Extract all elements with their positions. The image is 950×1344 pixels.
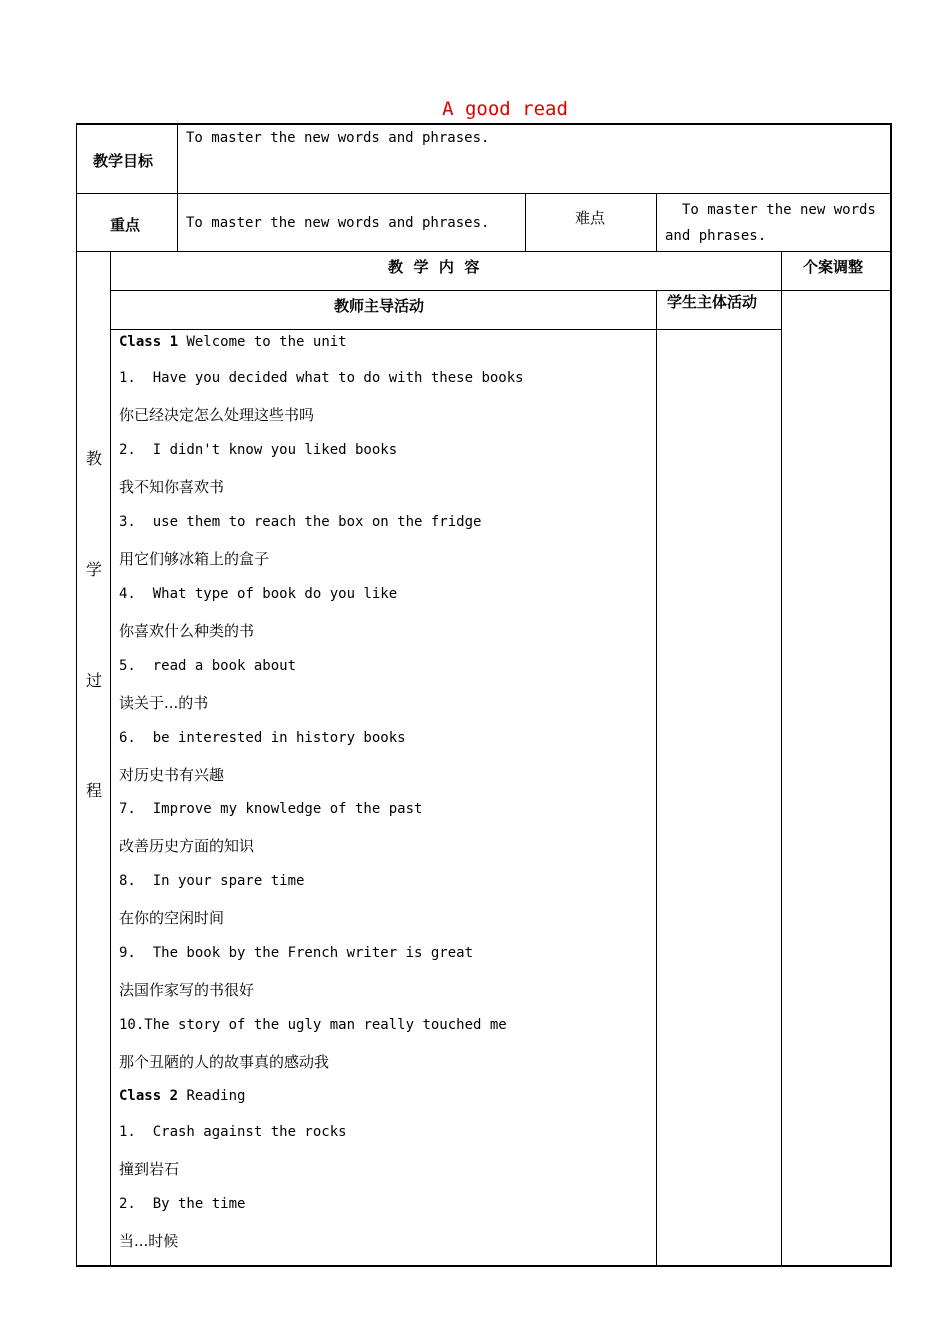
class2-item-1-en: 1. Crash against the rocks [119,1124,347,1140]
difficult-points-text-1: To master the new words [682,202,876,218]
class1-heading: Class 1 Welcome to the unit [119,334,347,350]
adjust-header: 个案调整 [803,258,864,276]
process-vertical-label-1: 教 [86,449,103,468]
class1-item-6-zh: 对历史书有兴趣 [119,766,225,784]
class1-item-3-en: 3. use them to reach the box on the fridge [119,514,482,530]
class1-item-2-zh: 我不知你喜欢书 [119,478,225,496]
objectives-text: To master the new words and phrases. [186,130,490,146]
class1-item-10-zh: 那个丑陋的人的故事真的感动我 [119,1053,330,1071]
class1-item-2-en: 2. I didn't know you liked books [119,442,398,458]
class1-item-1-en: 1. Have you decided what to do with these books [119,370,524,386]
page-title: A good read [442,98,568,120]
class1-item-3-zh: 用它们够冰箱上的盒子 [119,550,270,568]
class1-item-1-zh: 你已经决定怎么处理这些书吗 [119,406,315,424]
key-points-label: 重点 [110,216,141,234]
key-points-text: To master the new words and phrases. [186,215,490,231]
process-vertical-label-4: 程 [86,781,103,800]
class1-item-7-zh: 改善历史方面的知识 [119,837,255,855]
difficult-points-text-2: and phrases. [665,228,767,244]
class2-item-1-zh: 撞到岩石 [119,1160,180,1178]
class1-item-10-en: 10.The story of the ugly man really touched me [119,1017,507,1033]
class1-item-4-en: 4. What type of book do you like [119,586,398,602]
teacher-header: 教师主导活动 [334,297,425,315]
class1-item-7-en: 7. Improve my knowledge of the past [119,801,423,817]
class2-item-2-zh: 当...时候 [119,1232,179,1250]
class1-item-4-zh: 你喜欢什么种类的书 [119,622,255,640]
class2-heading: Class 2 Reading [119,1088,246,1104]
class1-item-8-zh: 在你的空闲时间 [119,909,225,927]
content-header: 教 学 内 容 [388,258,480,276]
difficult-points-label: 难点 [575,209,606,227]
class1-item-8-en: 8. In your spare time [119,873,305,889]
class1-item-6-en: 6. be interested in history books [119,730,406,746]
process-vertical-label-2: 学 [86,560,103,579]
process-vertical-label-3: 过 [86,671,103,690]
class1-item-9-zh: 法国作家写的书很好 [119,981,255,999]
class1-item-5-zh: 读关于...的书 [119,694,209,712]
class1-item-5-en: 5. read a book about [119,658,297,674]
class2-item-2-en: 2. By the time [119,1196,246,1212]
student-header: 学生主体活动 [667,293,758,311]
class1-item-9-en: 9. The book by the French writer is great [119,945,474,961]
objectives-label: 教学目标 [93,152,154,170]
